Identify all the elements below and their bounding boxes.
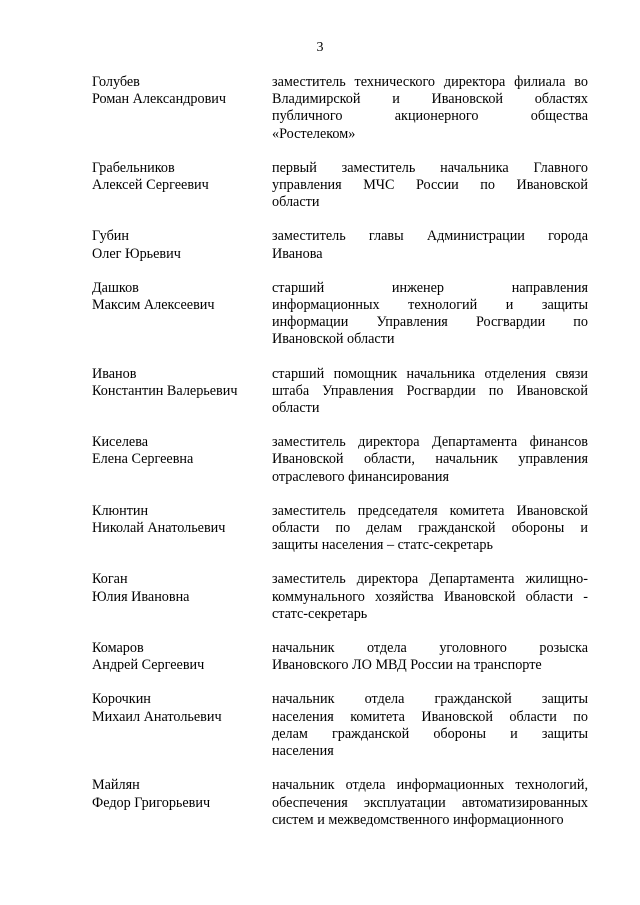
member-entry — [92, 640, 588, 674]
position-line: Владимирской и Ивановской областях — [272, 91, 588, 108]
member-name — [92, 640, 272, 674]
position-line: старший помощник начальника отделения связи — [272, 365, 588, 382]
member-given-names: Юлия Ивановна — [92, 588, 190, 605]
member-surname: Грабельников — [92, 159, 175, 176]
member-given-names: Федор Григорьевич — [92, 794, 211, 811]
position-line: области по делам гражданской обороны и — [272, 520, 588, 537]
member-given-names: Максим Алексеевич — [92, 297, 215, 314]
member-given-names: Роман Александрович — [92, 91, 227, 108]
position-line: защиты населения – статс-секретарь — [272, 537, 493, 554]
member-surname: Голубев — [92, 74, 140, 90]
position-line: населения комитета Ивановской области по — [272, 708, 588, 725]
member-position — [272, 434, 588, 486]
member-position — [272, 74, 588, 143]
member-entry — [92, 777, 588, 829]
position-line: отраслевого финансирования — [272, 468, 450, 485]
position-line: Иванова — [272, 245, 323, 262]
member-name — [92, 434, 272, 468]
position-line: штаба Управления Росгвардии по Ивановской — [272, 382, 588, 399]
member-name — [92, 160, 272, 194]
position-line: информационных технологий и защиты — [272, 297, 588, 314]
member-name — [92, 691, 272, 725]
position-line: области — [272, 400, 320, 417]
member-entry — [92, 434, 588, 486]
member-surname: Комаров — [92, 640, 144, 657]
member-name — [92, 571, 272, 605]
position-line: коммунального хозяйства Ивановской области - — [272, 588, 588, 605]
member-position — [272, 228, 588, 262]
position-line: Ивановской области — [272, 331, 395, 348]
position-line: Ивановской области, начальник управления — [272, 451, 588, 468]
position-line: Ивановского ЛО МВД России на транспорте — [272, 657, 542, 674]
member-surname: Киселева — [92, 434, 149, 451]
position-line: информации Управления Росгвардии по — [272, 314, 588, 331]
member-surname: Дашков — [92, 279, 139, 296]
member-name — [92, 503, 272, 537]
member-given-names: Константин Валерьевич — [92, 382, 238, 399]
member-entry — [92, 503, 588, 555]
member-given-names: Олег Юрьевич — [92, 245, 181, 262]
member-given-names: Елена Сергеевна — [92, 451, 194, 468]
position-line: начальник отдела уголовного розыска — [272, 640, 588, 657]
member-position — [272, 571, 588, 623]
position-line: начальник отдела информационных технологий, — [272, 777, 588, 794]
position-line: обеспечения эксплуатации автоматизированных — [272, 794, 588, 811]
member-entry — [92, 571, 588, 623]
position-line: систем и межведомственного информационного — [272, 811, 564, 828]
member-surname: Клюнтин — [92, 502, 149, 519]
position-line: старший инженер направления — [272, 279, 588, 296]
member-surname: Корочкин — [92, 691, 151, 708]
member-position — [272, 503, 588, 555]
member-surname: Иванов — [92, 365, 137, 382]
member-entry — [92, 280, 588, 349]
position-line: области — [272, 194, 320, 211]
position-line: населения — [272, 743, 334, 760]
position-line: первый заместитель начальника Главного — [272, 159, 588, 176]
position-line: «Ростелеком» — [272, 125, 356, 142]
position-line: заместитель директора Департамента жилищно- — [272, 571, 588, 588]
member-position — [272, 280, 588, 349]
member-name — [92, 777, 272, 811]
position-line: публичного акционерного общества — [272, 108, 588, 125]
member-entry — [92, 74, 588, 143]
member-name — [92, 280, 272, 314]
member-position — [272, 691, 588, 760]
page-number: 3 — [316, 40, 324, 55]
member-name — [92, 74, 272, 108]
member-list — [92, 74, 588, 829]
position-line: заместитель председателя комитета Ивановской — [272, 502, 588, 519]
position-line: заместитель технического директора филиала во — [272, 74, 588, 90]
member-entry — [92, 691, 588, 760]
position-line: управления МЧС России по Ивановской — [272, 177, 588, 194]
member-entry — [92, 366, 588, 418]
member-entry — [92, 228, 588, 262]
member-surname: Майлян — [92, 777, 140, 794]
member-given-names: Андрей Сергеевич — [92, 657, 205, 674]
member-position — [272, 160, 588, 212]
member-name — [92, 366, 272, 400]
position-line: заместитель директора Департамента финансов — [272, 434, 588, 451]
position-line: делам гражданской обороны и защиты — [272, 725, 588, 742]
member-position — [272, 366, 588, 418]
member-surname: Коган — [92, 571, 128, 588]
position-line: статс-секретарь — [272, 605, 368, 622]
member-given-names: Николай Анатольевич — [92, 520, 226, 537]
member-entry — [92, 160, 588, 212]
member-position — [272, 640, 588, 674]
member-name — [92, 228, 272, 262]
position-line: начальник отдела гражданской защиты — [272, 691, 588, 708]
member-position — [272, 777, 588, 829]
position-line: заместитель главы Администрации города — [272, 228, 588, 245]
member-surname: Губин — [92, 228, 129, 245]
member-given-names: Михаил Анатольевич — [92, 708, 222, 725]
member-given-names: Алексей Сергеевич — [92, 177, 209, 194]
